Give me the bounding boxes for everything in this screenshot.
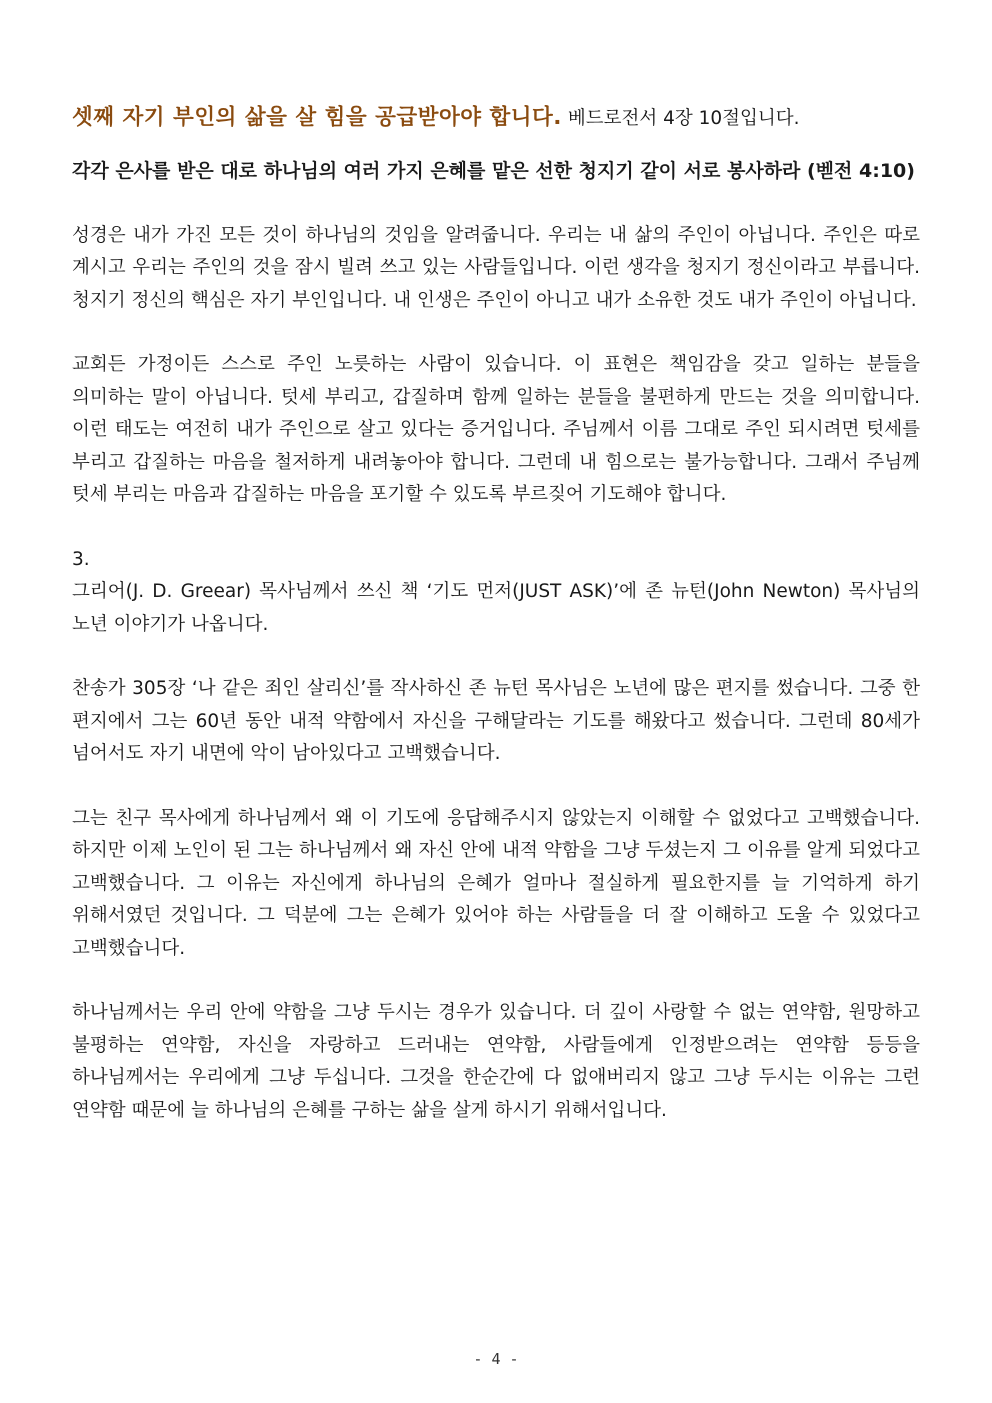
paragraph-john-newton: 찬송가 305장 ‘나 같은 죄인 살리신’를 작사하신 존 뉴턴 목사님은 노년에 많은 편지를 썼습니다. 그중 한 편지에서 그는 60년 동안 내적 약함에서 자신을 구해달라는 기도를 해왔다고 썼습니다. 그런데 80세가 넘어서도 자기 내면에 악이 남아있다고 고백했습니다. [72, 678, 920, 764]
section-heading [72, 98, 920, 139]
paragraph-confession: 그는 친구 목사에게 하나님께서 왜 이 기도에 응답해주시지 않았는지 이해할 수 없었다고 고백했습니다. 하지만 이제 노인이 된 그는 하나님께서 왜 자신 안에 내적 약함을 그냥 두셨는지 그 이유를 알게 되었다고 고백했습니다. 그 이유는 자신에게 하나님의 은혜가 얼마나 절실하게 필요한지를 늘 기억하게 하기 위해서였던 것입니다. 그 덕분에 그는 은혜가 있어야 하는 사람들을 더 잘 이해하고 도울 수 있었다고 고백했습니다. [72, 807, 920, 959]
paragraph-stewardship: 성경은 내가 가진 모든 것이 하나님의 것임을 알려줍니다. 우리는 내 삶의 주인이 아닙니다. 주인은 따로 계시고 우리는 주인의 것을 잠시 빌려 쓰고 있는 사람들입니다. 이런 생각을 청지기 정신이라고 부릅니다. 청지기 정신의 핵심은 자기 부인입니다. 내 인생은 주인이 아니고 내가 소유한 것도 내가 주인이 아닙니다. [72, 224, 920, 311]
paragraph-owner-attitude: 교회든 가정이든 스스로 주인 노릇하는 사람이 있습니다. 이 표현은 책임감을 갖고 일하는 분들을 의미하는 말이 아닙니다. 텃세 부리고, 갑질하며 함께 일하는 분들을 불편하게 만드는 것을 의미합니다. 이런 태도는 여전히 내가 주인으로 살고 있다는 증거입니다. 주님께서 이름 그대로 주인 되시려면 텃세를 부리고 갑질하는 마음을 철저하게 내려놓아야 합니다. 그런데 내 힘으로는 불가능합니다. 그래서 주님께 텃세 부리는 마음과 갑질하는 마음을 포기할 수 있도록 부르짖어 기도해야 합니다. [72, 354, 920, 505]
section-heading-reference: 베드로전서 4장 10절입니다. [567, 108, 800, 129]
paragraph-book-reference: 그리어(J. D. Greear) 목사님께서 쓰신 책 ‘기도 먼저(JUST ASK)’에 존 뉴턴(John Newton) 목사님의 노년 이야기가 나옵니다. [72, 581, 920, 635]
section-heading-title: 셋째 자기 부인의 삶을 살 힘을 공급받아야 합니다. [72, 105, 562, 130]
page-number: - 4 - [473, 1350, 519, 1368]
document-page [72, 98, 920, 1127]
section-number: 3. [72, 548, 90, 570]
scripture-verse: 각각 은사를 받은 대로 하나님의 여러 가지 은혜를 맡은 선한 청지기 같이 서로 봉사하라 (벧전 4:10) [72, 160, 915, 182]
paragraph-weakness: 하나님께서는 우리 안에 약함을 그냥 두시는 경우가 있습니다. 더 깊이 사랑할 수 없는 연약함, 원망하고 불평하는 연약함, 자신을 자랑하고 드러내는 연약함, 사람들에게 인정받으려는 연약함 등등을 하나님께서는 우리에게 그냥 두십니다. 그것을 한순간에 다 없애버리지 않고 그냥 두시는 이유는 그런 연약함 때문에 늘 하나님의 은혜를 구하는 삶을 살게 하시기 위해서입니다. [72, 1002, 920, 1121]
